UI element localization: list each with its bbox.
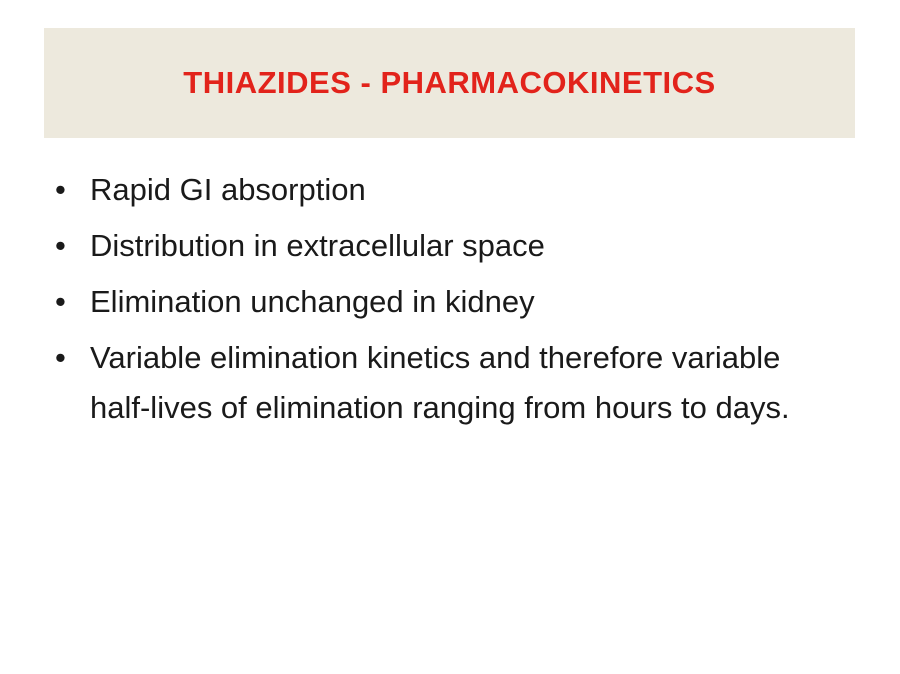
- bullet-icon: •: [55, 228, 66, 263]
- title-band: [44, 28, 855, 138]
- list-item: [53, 165, 843, 215]
- bullet-list: [53, 165, 843, 439]
- bullet-text: Distribution in extracellular space: [90, 228, 545, 263]
- page-title: THIAZIDES - PHARMACOKINETICS: [183, 65, 716, 100]
- bullet-icon: •: [55, 340, 66, 375]
- bullet-icon: •: [55, 284, 66, 319]
- bullet-text: Elimination unchanged in kidney: [90, 284, 535, 319]
- list-item: [53, 333, 843, 433]
- bullet-text: Rapid GI absorption: [90, 172, 366, 207]
- bullet-icon: •: [55, 172, 66, 207]
- list-item: [53, 221, 843, 271]
- bullet-text: Variable elimination kinetics and therefore variable half-lives of elimination ranging from hours to days.: [90, 340, 790, 425]
- list-item: [53, 277, 843, 327]
